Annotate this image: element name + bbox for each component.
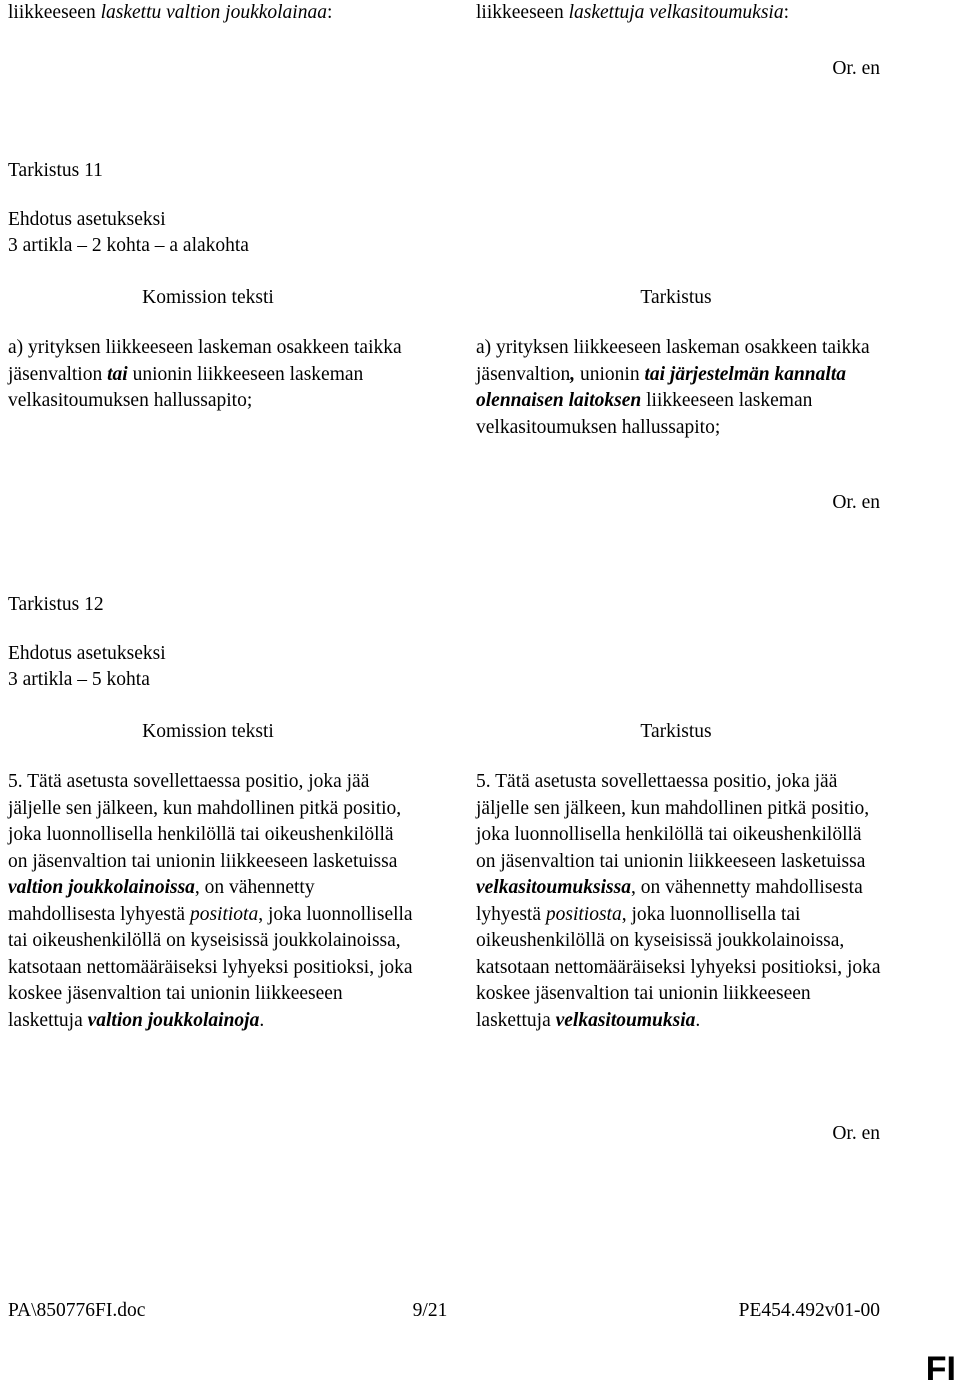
a12-right-part3: , joka luonnollisella tai oikeushenkilöllä on kyseisissä joukkolainoissa, katsotaan nettomääräiseksi lyhyeksi positioksi, joka koskee jäsenvaltion tai unionin liikkeeseen laskettuja [476,903,881,1031]
amendment-12-left-header: Komission teksti [142,721,274,742]
top-right-fragment [476,0,896,27]
a11-left-part1: a) yrityksen liikkeeseen laskeman osakkeen taikka jäsenvaltion [8,337,402,385]
amendment-12-title: Tarkistus 12 [8,594,104,615]
a12-left-bold-italic-1: valtion joukkolainoissa [8,877,195,898]
amendment-11-right-header: Tarkistus [640,287,712,308]
amendment-12-right-header: Tarkistus [640,721,712,742]
top-right-end: : [783,2,790,23]
a11-left-bold-italic: tai [107,363,128,385]
a12-left-part2: , on vähennetty mahdollisesta lyhyestä [8,877,315,925]
a11-right-part2: unionin [575,363,645,385]
amendment-11-reference: 3 artikla – 2 kohta – a alakohta [8,235,249,256]
a12-right-italic-1: positiosta [545,903,622,925]
footer-doc-ref: PA\850776FI.doc [8,1300,146,1321]
a12-left-part1: 5. Tätä asetusta sovellettaessa positio, joka jää jäljelle sen jälkeen, kun mahdollinen pitkä positio, joka luonnollisella henkilöllä tai oikeushenkilöllä on jäsenvaltion tai unionin liikkeeseen lasketuissa [8,771,402,872]
top-right-plain: liikkeeseen [476,2,569,23]
amendment-12-proposal: Ehdotus asetukseksi [8,643,166,664]
amendment-11-amendment-text [476,335,876,441]
amendment-11-left-header: Komission teksti [142,287,274,308]
a12-left-end: . [259,1009,265,1031]
a11-right-comma: , [570,363,576,385]
a12-right-part2: , on vähennetty mahdollisesta lyhyestä [476,877,863,925]
top-left-fragment [8,0,428,27]
amendment-12-amendment-text [476,769,881,1034]
amendment-12-commission-text [8,769,413,1034]
a12-left-bold-italic-2: valtion joukkolainoja [87,1009,260,1031]
amendment-11-proposal: Ehdotus asetukseksi [8,209,166,230]
a12-right-part1: 5. Tätä asetusta sovellettaessa positio, joka jää jäljelle sen jälkeen, kun mahdollinen pitkä positio, joka luonnollisella henkilöllä tai oikeushenkilöllä on jäsenvaltion tai unionin liikkeeseen lasketuissa [476,771,870,872]
a11-right-bold-italic: tai järjestelmän kannalta olennaisen laitoksen [476,363,846,411]
a11-left-part2: unionin liikkeeseen laskeman velkasitoumuksen hallussapito; [8,363,364,411]
a12-right-bold-italic-1: velkasitoumuksissa [476,877,631,898]
top-left-italic: laskettu valtion joukkolainaa [100,2,327,23]
a12-left-italic-1: positiota [189,903,259,925]
language-mark: FI [925,1350,956,1388]
a11-right-part3: liikkeeseen laskeman velkasitoumuksen hallussapito; [476,390,813,438]
a12-left-part3: , joka luonnollisella tai oikeushenkilöllä on kyseisissä joukkolainoissa, katsotaan nettomääräiseksi lyhyeksi positioksi, joka koskee jäsenvaltion tai unionin liikkeeseen laskettuja [8,903,413,1031]
a12-right-end: . [695,1009,701,1031]
a11-right-part1: a) yrityksen liikkeeseen laskeman osakkeen taikka jäsenvaltion [476,337,870,385]
amendment-11-commission-text [8,335,408,415]
amendment-12-reference: 3 artikla – 5 kohta [8,669,150,690]
top-right-italic: laskettuja velkasitoumuksia [568,2,784,23]
amendment-12-origin: Or. en [832,1123,880,1144]
origin-language: Or. en [832,58,880,79]
amendment-11-origin: Or. en [832,492,880,513]
amendment-11-title: Tarkistus 11 [8,160,103,181]
footer-page-number: 9/21 [412,1300,448,1321]
top-left-plain: liikkeeseen [8,2,101,23]
top-left-end: : [326,2,333,23]
a12-right-bold-italic-2: velkasitoumuksia [555,1009,696,1031]
footer-pe-ref: PE454.492v01-00 [738,1300,880,1321]
